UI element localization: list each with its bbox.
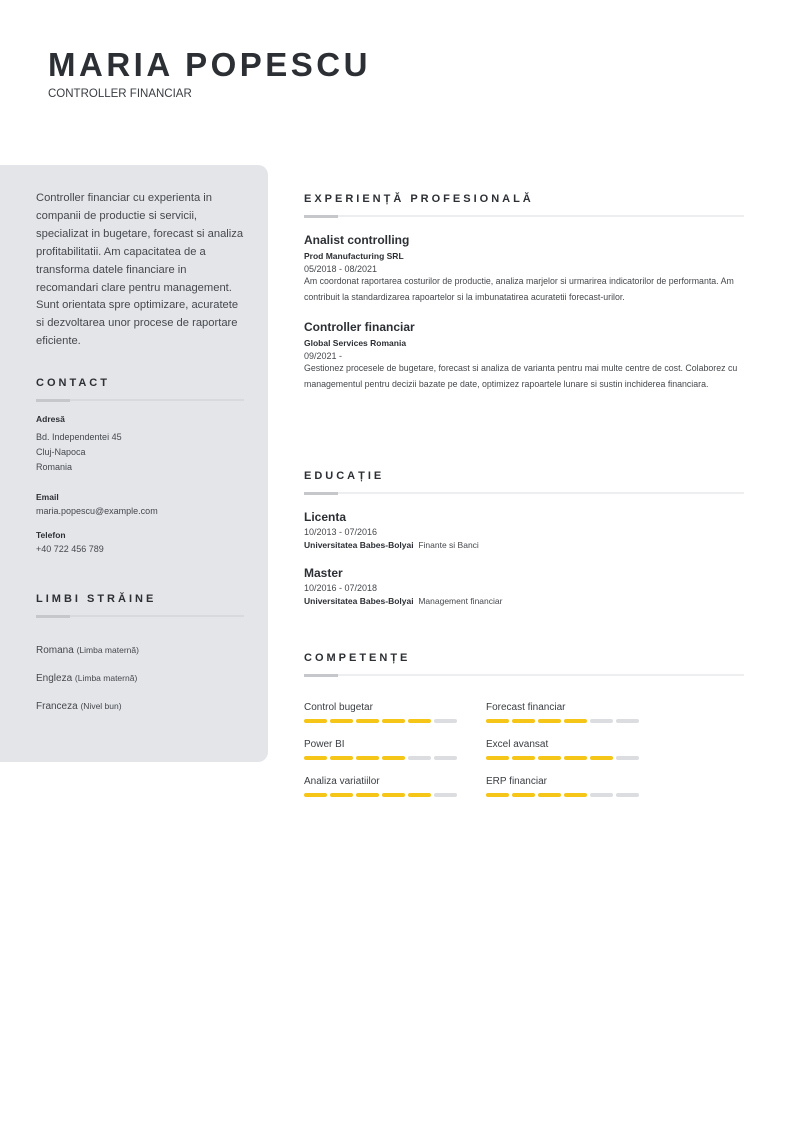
divider <box>304 674 744 676</box>
field: Management financiar <box>418 596 503 606</box>
language-name: Engleza <box>36 673 73 684</box>
field: Finante si Banci <box>418 540 479 550</box>
skill-segment-empty <box>616 793 639 797</box>
contact-section <box>36 377 244 557</box>
skill-level-bar <box>304 719 486 723</box>
language-item <box>36 645 244 656</box>
skill-name: ERP financiar <box>486 776 547 787</box>
job-description: Am coordonat raportarea costurilor de productie, analiza marjelor si urmarirea indicatorilor de performanta. Am contribuit la standardizarea rapoartelor si la imbunatatirea acuratetii forecast-urilor. <box>304 276 734 302</box>
language-name: Franceza <box>36 701 78 712</box>
skill-item <box>304 702 486 723</box>
address-line: Cluj-Napoca <box>36 447 86 457</box>
education-entry <box>304 510 744 550</box>
address-label: Adresă <box>36 414 65 424</box>
job-title: CONTROLLER FINANCIAR <box>48 88 192 100</box>
skill-segment-empty <box>590 793 613 797</box>
divider <box>304 492 744 494</box>
job-entry-title: Controller financiar <box>304 320 415 334</box>
skill-segment-empty <box>408 756 431 760</box>
candidate-name: MARIA POPESCU <box>48 46 371 83</box>
skill-name: Forecast financiar <box>486 702 566 713</box>
skill-segment-filled <box>304 756 327 760</box>
skills-grid <box>304 702 744 797</box>
skill-segment-filled <box>538 756 561 760</box>
school: Universitatea Babes-Bolyai <box>304 540 414 550</box>
email-value[interactable]: maria.popescu@example.com <box>36 506 158 516</box>
divider <box>304 215 744 217</box>
phone-label: Telefon <box>36 530 66 540</box>
skill-segment-filled <box>538 719 561 723</box>
skill-level-bar <box>304 756 486 760</box>
skill-segment-filled <box>382 793 405 797</box>
skill-segment-filled <box>356 719 379 723</box>
skill-level-bar <box>486 793 668 797</box>
language-item <box>36 673 244 684</box>
languages-section <box>36 593 244 712</box>
skill-segment-filled <box>408 719 431 723</box>
job-entry <box>304 320 744 392</box>
job-dates: 09/2021 - <box>304 351 343 361</box>
phone-value: +40 722 456 789 <box>36 544 104 554</box>
skill-segment-empty <box>616 756 639 760</box>
job-company: Global Services Romania <box>304 338 407 348</box>
education-dates: 10/2013 - 07/2016 <box>304 527 378 537</box>
skill-segment-filled <box>330 756 353 760</box>
skill-name: Excel avansat <box>486 739 549 750</box>
degree: Licenta <box>304 510 347 524</box>
skills-section <box>304 652 744 797</box>
skill-level-bar <box>486 719 668 723</box>
skill-segment-filled <box>330 793 353 797</box>
skill-segment-filled <box>304 719 327 723</box>
skill-segment-filled <box>382 756 405 760</box>
skills-heading: COMPETENȚE <box>304 652 411 664</box>
skill-segment-filled <box>486 719 509 723</box>
language-level: (Limba maternă) <box>76 645 139 655</box>
skill-name: Power BI <box>304 739 345 750</box>
skill-level-bar <box>304 793 486 797</box>
email-label: Email <box>36 492 59 502</box>
job-dates: 05/2018 - 08/2021 <box>304 264 378 274</box>
skill-level-bar <box>486 756 668 760</box>
job-entry <box>304 233 744 305</box>
skill-item <box>304 739 486 760</box>
experience-section <box>304 193 744 392</box>
job-company: Prod Manufacturing SRL <box>304 251 404 261</box>
language-name: Romana <box>36 645 74 656</box>
skill-item <box>486 739 668 760</box>
skill-segment-filled <box>538 793 561 797</box>
skill-segment-filled <box>382 719 405 723</box>
skill-item <box>486 702 668 723</box>
job-description: Gestionez procesele de bugetare, forecast si analiza de varianta pentru mai multe centre de cost. Colaborez cu managementul pentru decizii bazate pe date, optimizez rapoartele lunare si sustin inchiderea financiara. <box>304 363 738 389</box>
skill-item <box>486 776 668 797</box>
language-item <box>36 701 244 712</box>
skill-segment-empty <box>434 793 457 797</box>
degree: Master <box>304 566 343 580</box>
skill-name: Control bugetar <box>304 702 373 713</box>
skill-segment-filled <box>356 793 379 797</box>
languages-heading: LIMBI STRĂINE <box>36 593 157 605</box>
profile-summary: Controller financiar cu experienta in companii de productie si servicii, specializat in bugetare, forecast si analiza profitabilitatii. Am capacitatea de a transforma datele financiare in recomandari clare pentru management. Sunt orientata spre optimizare, acuratete si dezvoltarea unor procese de raportare eficiente. <box>36 192 244 348</box>
skill-item <box>304 776 486 797</box>
skill-segment-filled <box>356 756 379 760</box>
education-heading: EDUCAȚIE <box>304 470 385 482</box>
skill-segment-filled <box>512 793 535 797</box>
skill-segment-filled <box>330 719 353 723</box>
skill-segment-empty <box>616 719 639 723</box>
address-line: Romania <box>36 462 73 472</box>
skill-segment-filled <box>564 719 587 723</box>
language-level: (Limba maternă) <box>74 673 138 683</box>
skill-segment-empty <box>434 756 457 760</box>
skill-segment-empty <box>434 719 457 723</box>
contact-heading: CONTACT <box>36 377 110 389</box>
education-section <box>304 470 744 606</box>
skill-segment-filled <box>304 793 327 797</box>
skill-segment-filled <box>564 793 587 797</box>
language-level: (Nivel bun) <box>80 701 122 711</box>
divider <box>36 615 244 617</box>
skill-segment-filled <box>512 756 535 760</box>
address-line: Bd. Independentei 45 <box>36 432 122 442</box>
school: Universitatea Babes-Bolyai <box>304 596 414 606</box>
skill-segment-filled <box>486 793 509 797</box>
experience-heading: EXPERIENȚĂ PROFESIONALĂ <box>304 193 534 205</box>
education-dates: 10/2016 - 07/2018 <box>304 583 378 593</box>
education-entry <box>304 566 744 606</box>
sidebar <box>0 165 268 762</box>
skill-segment-empty <box>590 719 613 723</box>
skill-segment-filled <box>590 756 613 760</box>
skill-segment-filled <box>512 719 535 723</box>
skill-segment-filled <box>408 793 431 797</box>
skill-segment-filled <box>564 756 587 760</box>
skill-name: Analiza variatiilor <box>304 776 380 787</box>
divider <box>36 399 244 401</box>
skill-segment-filled <box>486 756 509 760</box>
job-entry-title: Analist controlling <box>304 233 410 247</box>
